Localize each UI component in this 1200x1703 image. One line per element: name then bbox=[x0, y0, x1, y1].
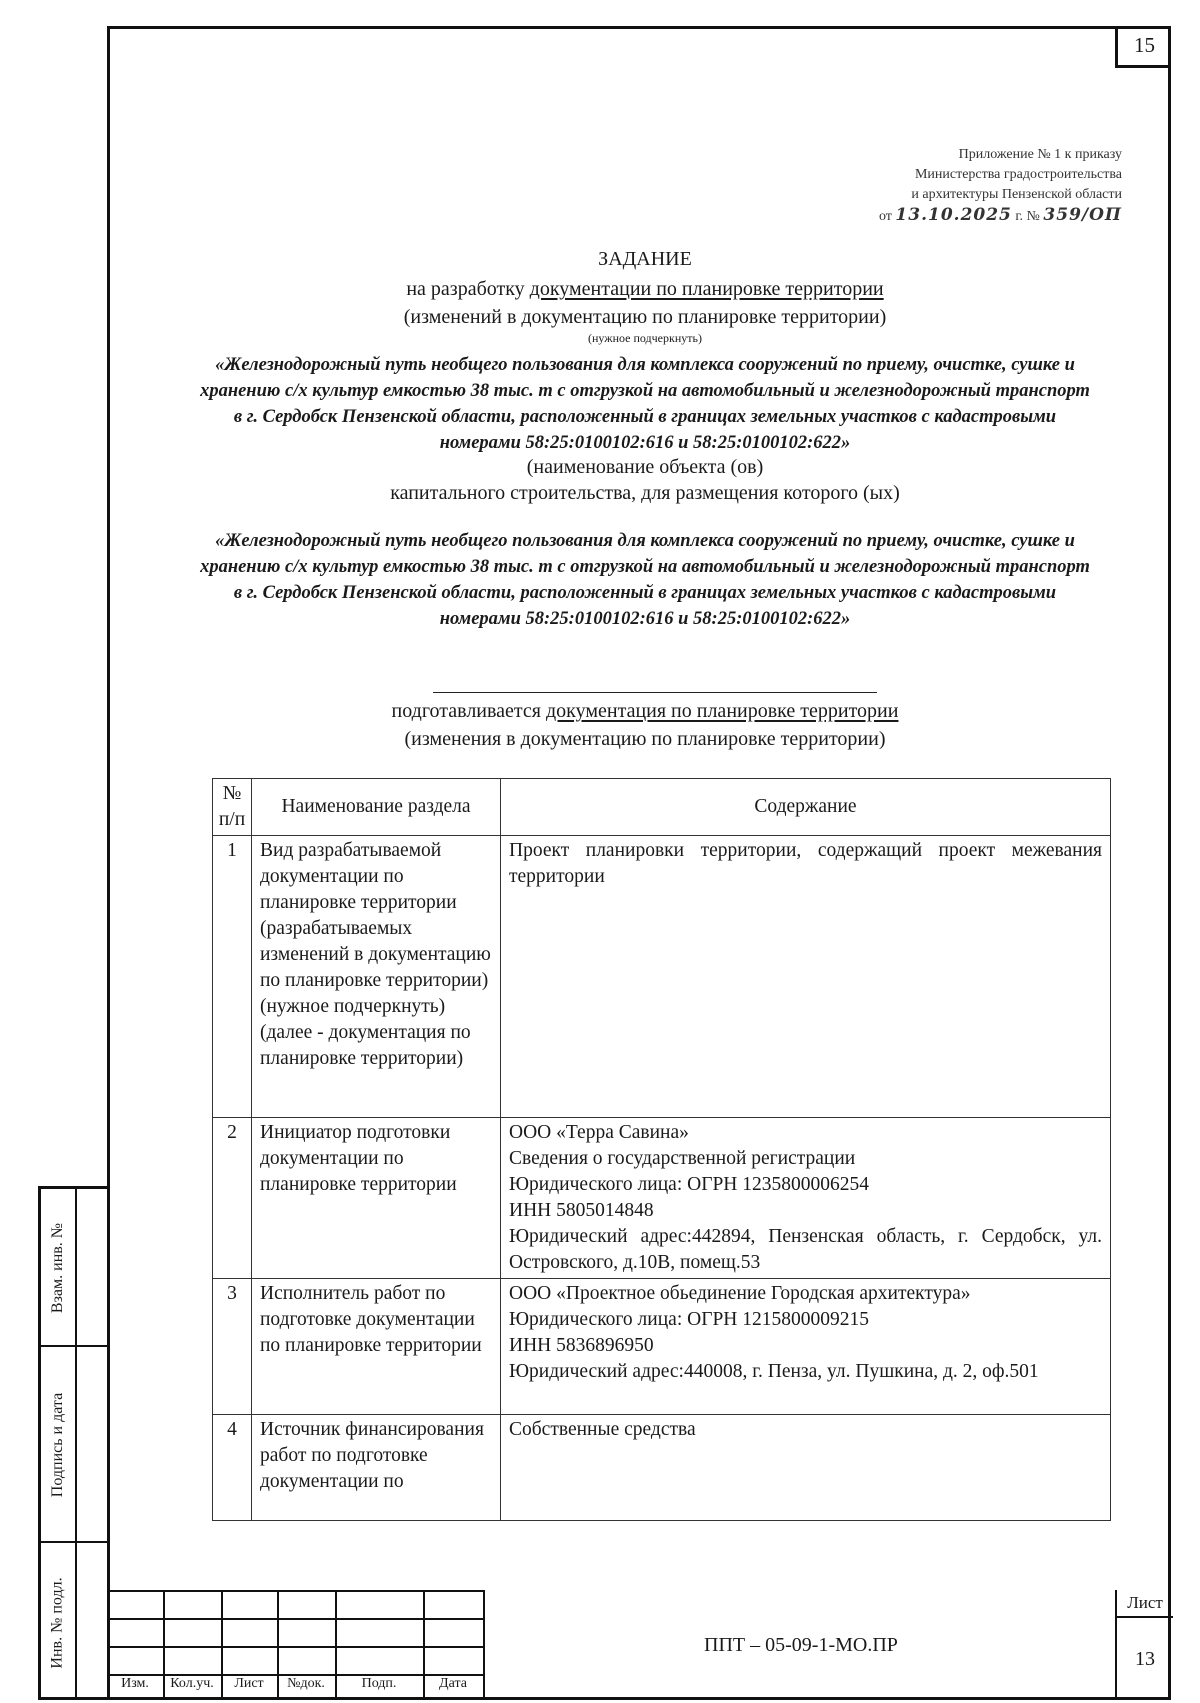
tb-list: Лист bbox=[234, 1676, 264, 1691]
object-name-2: «Железнодорожный путь необщего пользования для комплекса сооружений по приему, очистке, сушке и хранению с/х культур емкостью 38 тыс. т с отгрузкой на автомобильный и железнодорожный транспорт в г. Сердобск Пензенской области, расположенный в границах земельных участков с кадастровыми номерами 58:25:0100102:616 и 58:25:0100102:622» bbox=[200, 531, 1090, 629]
sheet-number: 13 bbox=[1135, 1647, 1155, 1670]
side-stamp-inv: Инв. № подл. bbox=[49, 1577, 67, 1669]
tb-podp: Подп. bbox=[361, 1676, 397, 1691]
separator-line bbox=[433, 692, 877, 693]
object-name-1: «Железнодорожный путь необщего пользования для комплекса сооружений по приему, очистке, сушке и хранению с/х культур емкостью 38 тыс. т с отгрузкой на автомобильный и железнодорожный транспорт в г. Сердобск Пензенской области, расположенный в границах земельных участков с кадастровыми номерами 58:25:0100102:616 и 58:25:0100102:622» bbox=[200, 355, 1090, 453]
sheet-box bbox=[1115, 1590, 1173, 1700]
side-stamp-vzam: Взам. инв. № bbox=[49, 1222, 67, 1314]
document-code: ППТ – 05-09-1-МО.ПР bbox=[483, 1590, 1117, 1700]
tb-data: Дата bbox=[439, 1676, 467, 1691]
title-note: (нужное подчеркнуть) bbox=[588, 331, 702, 345]
appendix-date-line: от 13.10.2025 г. № 359/ОП bbox=[878, 205, 1122, 225]
table-row: 3 Исполнитель работ по подготовке документации по планировке территории ООО «Проектное обьединение Городская архитектура» Юридического лица: ОГРН 1215800009215 ИНН 5836896950 Юридический адрес:440008, г. Пенза, ул. Пушкина, д. 2, оф.501 bbox=[213, 1279, 1111, 1415]
name-caption-2: капитального строительства, для размещения которого (ых) bbox=[390, 482, 900, 504]
document-heading: ЗАДАНИЕ bbox=[598, 248, 692, 270]
title-line-2: на разработку документации по планировке территории bbox=[406, 278, 884, 300]
appendix-line-3: и архитектуры Пензенской области bbox=[911, 187, 1122, 202]
title-line-3: (изменений в документацию по планировке территории) bbox=[403, 306, 887, 328]
appendix-line-1: Приложение № 1 к приказу bbox=[958, 147, 1122, 162]
appendix-line-2: Министерства градостроительства bbox=[914, 167, 1122, 182]
tb-izm: Изм. bbox=[121, 1676, 149, 1691]
table-row: 1 Вид разрабатываемой документации по планировке территории (разрабатываемых изменений в документацию по планировке территории) (нужное подчеркнуть) (далее - документация по планировке территории) Проект планировки территории, содержащий проект межевания территории bbox=[213, 836, 1111, 1118]
assignment-table bbox=[212, 778, 1111, 1521]
side-stamp-podpis: Подпись и дата bbox=[49, 1392, 66, 1498]
appendix-number-handwritten: 359/ОП bbox=[1043, 205, 1122, 225]
prep-line-2: (изменения в документацию по планировке территории) bbox=[404, 728, 886, 750]
name-caption-1: (наименование объекта (ов) bbox=[526, 456, 764, 478]
appendix-block bbox=[879, 145, 1122, 227]
table-row: 2 Инициатор подготовки документации по планировке территории ООО «Терра Савина» Сведения о государственной регистрации Юридического лица: ОГРН 1235800006254 ИНН 5805014848 Юридический адрес:442894, Пензенская область, г. Сердобск, ул. Островского, д.10В, помещ.53 bbox=[213, 1118, 1111, 1279]
side-stamp bbox=[38, 1186, 107, 1700]
header-num: № п/п bbox=[213, 779, 252, 836]
table-header-row bbox=[213, 779, 1111, 836]
top-page-number: 15 bbox=[1115, 26, 1171, 68]
sheet-label: Лист bbox=[1117, 1590, 1173, 1618]
header-name: Наименование раздела bbox=[252, 779, 501, 836]
header-content: Содержание bbox=[501, 779, 1111, 836]
tb-ndok: №док. bbox=[287, 1676, 325, 1691]
prep-line-1: подготавливается документация по планировке территории bbox=[391, 700, 899, 722]
appendix-date-handwritten: 13.10.2025 bbox=[895, 205, 1012, 225]
tb-koluch: Кол.уч. bbox=[170, 1676, 214, 1691]
title-block bbox=[107, 1590, 1171, 1700]
table-row: 4 Источник финансирования работ по подготовке документации по Собственные средства bbox=[213, 1415, 1111, 1521]
